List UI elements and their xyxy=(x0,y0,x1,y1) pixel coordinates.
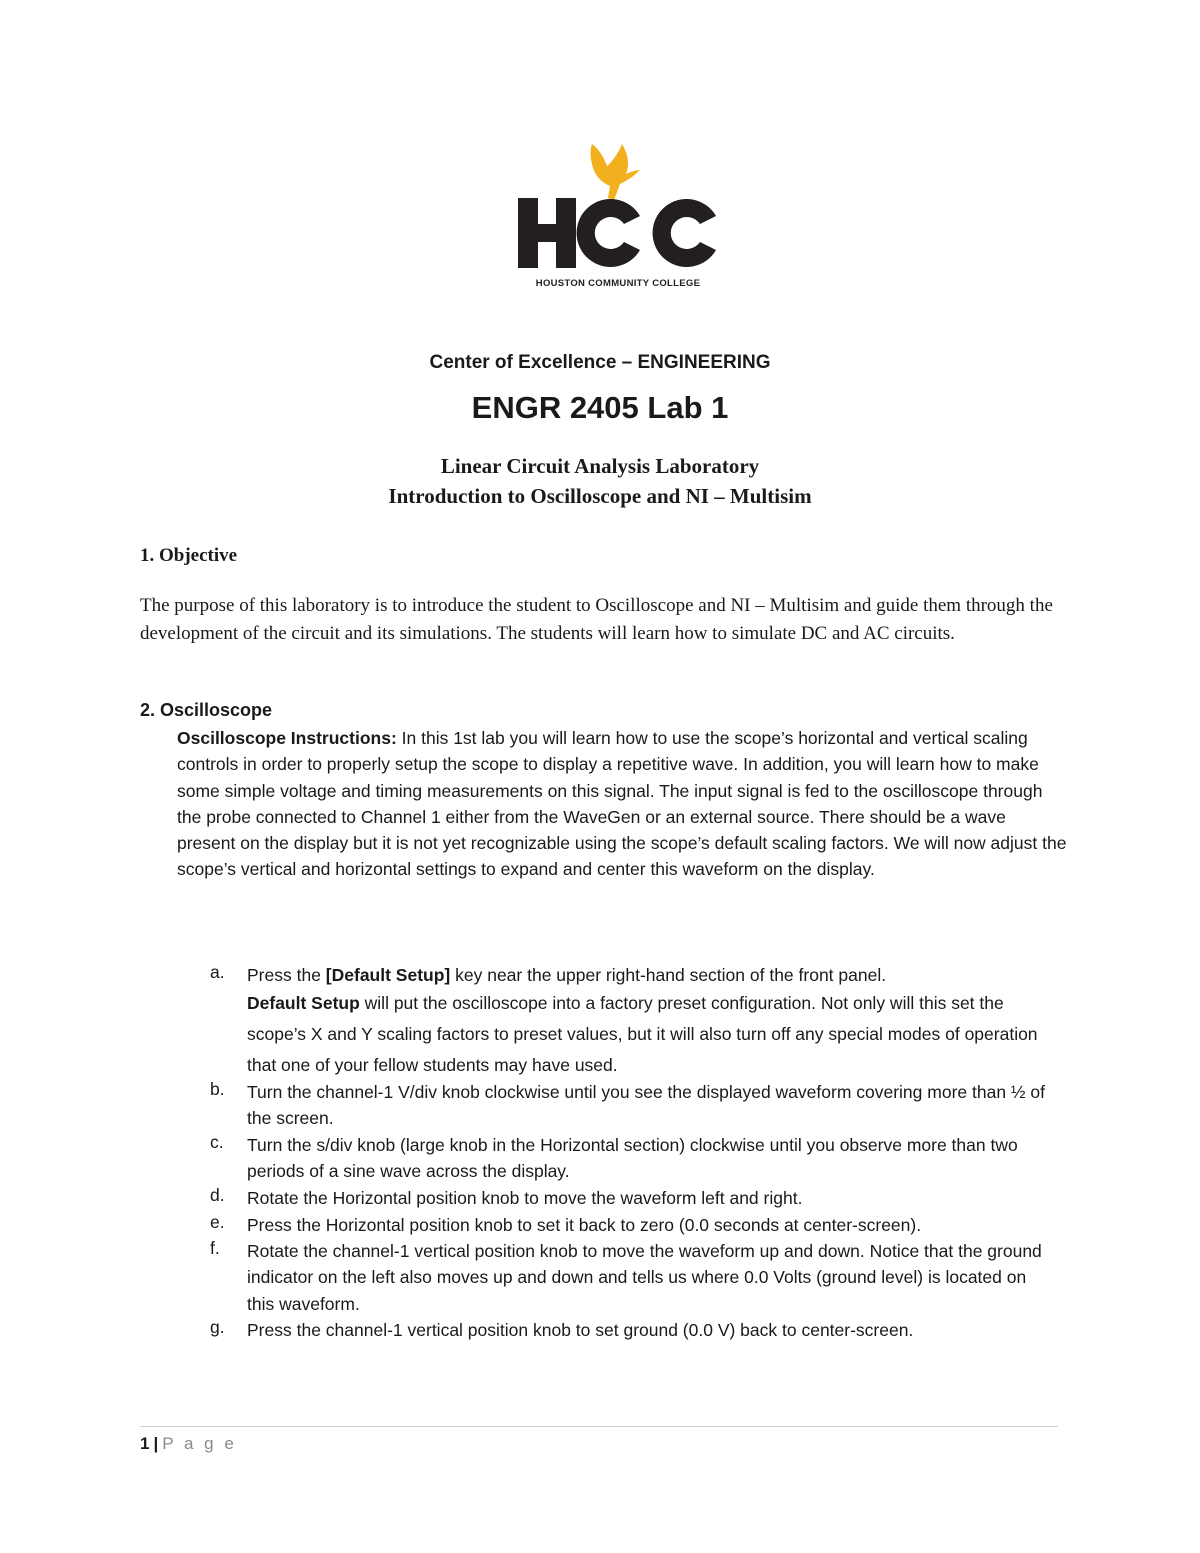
instructions-label: Oscilloscope Instructions: xyxy=(177,728,397,748)
step-key-label: [Default Setup] xyxy=(325,965,451,985)
step-text: Rotate the channel-1 vertical position knob to move the waveform up and down. Notice that the ground indicator on the left also moves up and down and tells us where 0.0 Volts (ground level) is located on this waveform. xyxy=(247,1241,1042,1314)
step-text-part: will put the oscilloscope into a factory preset configuration. Not only will this set the scope’s X and Y scaling factors to preset values, but it will also turn off any special modes of operation that one of your fellow students may have used. xyxy=(247,993,1038,1076)
footer-divider xyxy=(140,1426,1058,1427)
step-key-label: Default Setup xyxy=(247,993,360,1014)
step-text-part: key near the upper right-hand section of the front panel. xyxy=(450,965,887,985)
step-text-part: Press the xyxy=(247,965,326,985)
step-text: Rotate the Horizontal position knob to move the waveform left and right. xyxy=(247,1188,803,1208)
oscilloscope-instructions xyxy=(177,725,1067,883)
hcc-letters xyxy=(518,198,716,268)
page-footer xyxy=(140,1434,237,1454)
step-letter: b. xyxy=(210,1079,225,1099)
page-number: 1 xyxy=(140,1434,150,1453)
step-letter: g. xyxy=(210,1317,225,1337)
bird-icon xyxy=(591,144,641,200)
center-heading: Center of Excellence – ENGINEERING xyxy=(429,352,771,373)
step-letter: f. xyxy=(210,1238,220,1258)
instructions-text: In this 1st lab you will learn how to use the scope’s horizontal and vertical scaling controls in order to properly setup the scope to display a repetitive wave. In addition, you will learn how to make some simple voltage and timing measurements on this signal. The input signal is fed to the oscilloscope through the probe connected to Channel 1 either from the WaveGen or an external source. There should be a wave present on the display but it is not yet recognizable using the scope’s default scaling factors. We will now adjust the scope’s vertical and horizontal settings to expand and center this waveform on the display. xyxy=(177,728,1067,880)
step-text: Press the channel-1 vertical position knob to set ground (0.0 V) back to center-screen. xyxy=(247,1320,914,1340)
page-label: P a g e xyxy=(162,1434,237,1453)
step-text: Turn the s/div knob (large knob in the Horizontal section) clockwise until you observe more than two periods of a sine wave across the display. xyxy=(247,1135,1018,1182)
step-letter: a. xyxy=(210,962,225,982)
step-letter: e. xyxy=(210,1212,225,1232)
hcc-logo xyxy=(512,140,724,292)
step-text: Turn the channel-1 V/div knob clockwise until you see the displayed waveform covering more than ½ of the screen. xyxy=(247,1082,1045,1129)
subtitle-topic: Introduction to Oscilloscope and NI – Multisim xyxy=(388,484,812,508)
step-text xyxy=(247,962,1047,1081)
step-letter: c. xyxy=(210,1132,224,1152)
subtitle-course: Linear Circuit Analysis Laboratory xyxy=(440,454,760,478)
objective-body: The purpose of this laboratory is to introduce the student to Oscilloscope and NI – Multisim and guide them through the development of the circuit and its simulations. The students will learn how to simulate DC and AC circuits. xyxy=(140,595,1053,644)
step-text: Press the Horizontal position knob to set it back to zero (0.0 seconds at center-screen). xyxy=(247,1215,922,1235)
logo-tagline: HOUSTON COMMUNITY COLLEGE xyxy=(535,278,701,289)
step-letter: d. xyxy=(210,1185,225,1205)
objective-heading: 1. Objective xyxy=(140,545,238,566)
footer-separator: | xyxy=(153,1434,159,1453)
oscilloscope-heading: 2. Oscilloscope xyxy=(140,700,273,720)
lab-title: ENGR 2405 Lab 1 xyxy=(471,390,729,425)
